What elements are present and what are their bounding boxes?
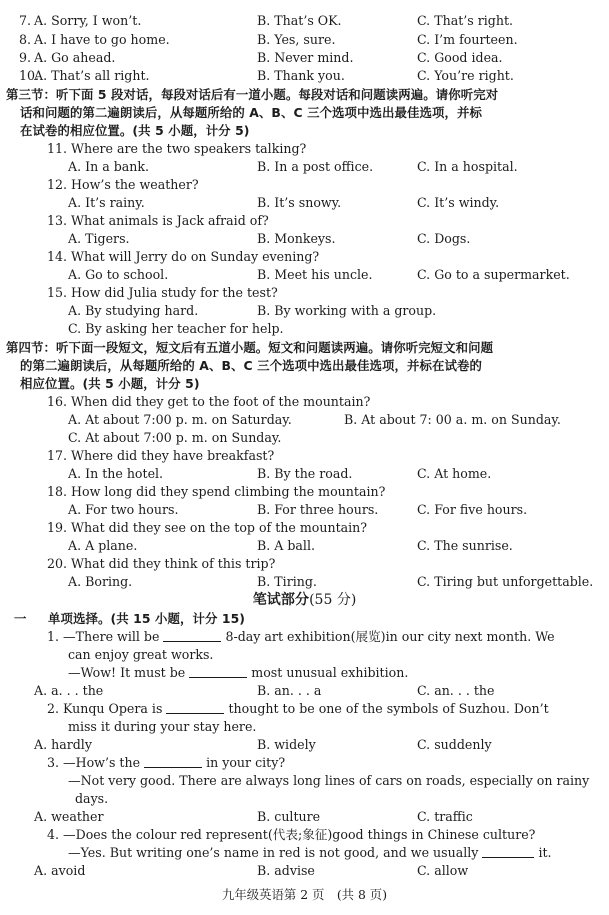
q16-option-a: A. At about 7:00 p. m. on Saturday. xyxy=(68,412,292,427)
w1-line-1 xyxy=(47,628,555,645)
q13-option-c: C. Dogs. xyxy=(417,231,471,246)
q12-option-a: A. It’s rainy. xyxy=(68,195,145,210)
q9-option-c: C. Good idea. xyxy=(417,50,503,65)
q13-stem: 13. What animals is Jack afraid of? xyxy=(47,213,269,228)
w3-option-a: A. weather xyxy=(34,809,104,824)
w2-option-b: B. widely xyxy=(257,737,316,752)
w4-option-a: A. avoid xyxy=(34,863,86,878)
page-footer: 九年级英语第 2 页 (共 8 页) xyxy=(221,887,388,902)
w4-reply-start: —Yes. But writing one’s name in red is not good, and we usually xyxy=(68,845,479,860)
q10-option-a: A. That’s all right. xyxy=(34,68,150,83)
w4-reply-end: it. xyxy=(538,845,552,860)
w1-option-c: C. an. . . the xyxy=(417,683,495,698)
written-part-score: (55 分) xyxy=(309,592,357,608)
q10-option-c: C. You’re right. xyxy=(417,68,514,83)
written-part-heading xyxy=(0,592,609,609)
q15-option-a: A. By studying hard. xyxy=(68,303,199,318)
q7-option-c: C. That’s right. xyxy=(417,13,514,28)
w3-stem-start: 3. —How’s the xyxy=(47,755,141,770)
q15-stem: 15. How did Julia study for the test? xyxy=(47,285,278,300)
q11-option-a: A. In a bank. xyxy=(68,159,150,174)
w3-option-c: C. traffic xyxy=(417,809,473,824)
w3-option-b: B. culture xyxy=(257,809,321,824)
q18-option-c: C. For five hours. xyxy=(417,502,528,517)
section-4-line-3: 相应位置。(共 5 小题，计分 5) xyxy=(20,376,200,391)
q18-option-b: B. For three hours. xyxy=(257,502,379,517)
section-4-line-2: 的第二遍朗读后，从每题所给的 A、B、C 三个选项中选出最佳选项，并标在试卷的 xyxy=(20,358,482,373)
q9-option-b: B. Never mind. xyxy=(257,50,354,65)
section-3-line-1: 第三节：听下面 5 段对话，每段对话后有一道小题。每段对话和问题读两遍。请你听完对 xyxy=(6,87,499,102)
q14-option-c: C. Go to a supermarket. xyxy=(417,267,570,282)
q19-option-a: A. A plane. xyxy=(68,538,138,553)
q17-option-a: A. In the hotel. xyxy=(68,466,164,481)
written-part-title: 笔试部分 xyxy=(252,592,310,608)
q7-option-b: B. That’s OK. xyxy=(257,13,342,28)
q8-option-c: C. I’m fourteen. xyxy=(417,32,518,47)
w4-line-2 xyxy=(68,844,552,861)
part-1-number: 一 xyxy=(14,611,27,626)
w2-option-c: C. suddenly xyxy=(417,737,492,752)
q14-option-a: A. Go to school. xyxy=(68,267,169,282)
w1-line-3 xyxy=(68,664,408,681)
q20-option-b: B. Tiring. xyxy=(257,574,317,589)
w1-line-2: can enjoy great works. xyxy=(68,647,214,662)
q20-option-c: C. Tiring but unforgettable. xyxy=(417,574,594,589)
q7-num: 7. xyxy=(19,13,32,28)
q9-option-a: A. Go ahead. xyxy=(34,50,116,65)
q8-option-a: A. I have to go home. xyxy=(34,32,170,47)
section-4-line-1: 第四节：听下面一段短文，短文后有五道小题。短文和问题读两遍。请你听完短文和问题 xyxy=(6,340,494,355)
q17-stem: 17. Where did they have breakfast? xyxy=(47,448,275,463)
q20-option-a: A. Boring. xyxy=(68,574,133,589)
q17-option-b: B. By the road. xyxy=(257,466,353,481)
w4-option-c: C. allow xyxy=(417,863,469,878)
w2-stem-start: 2. Kunqu Opera is xyxy=(47,701,163,716)
q12-option-c: C. It’s windy. xyxy=(417,195,500,210)
q15-option-b: B. By working with a group. xyxy=(257,303,437,318)
w2-option-a: A. hardly xyxy=(34,737,92,752)
q14-option-b: B. Meet his uncle. xyxy=(257,267,373,282)
w1-reply-start: —Wow! It must be xyxy=(68,665,186,680)
q8-option-b: B. Yes, sure. xyxy=(257,32,336,47)
q13-option-a: A. Tigers. xyxy=(68,231,130,246)
q7-option-a: A. Sorry, I won’t. xyxy=(34,13,142,28)
q13-option-b: B. Monkeys. xyxy=(257,231,336,246)
q8-num: 8. xyxy=(19,32,32,47)
q19-option-b: B. A ball. xyxy=(257,538,315,553)
q11-option-c: C. In a hospital. xyxy=(417,159,518,174)
q11-option-b: B. In a post office. xyxy=(257,159,374,174)
w4-line-1: 4. —Does the colour red represent(代表;象征)good things in Chinese culture? xyxy=(47,827,536,842)
q16-option-b: B. At about 7: 00 a. m. on Sunday. xyxy=(344,412,561,427)
q20-stem: 20. What did they think of this trip? xyxy=(47,556,276,571)
w3-line-3: days. xyxy=(75,791,109,806)
section-3-line-3: 在试卷的相应位置。(共 5 小题，计分 5) xyxy=(20,123,250,138)
q19-option-c: C. The sunrise. xyxy=(417,538,513,553)
q16-option-c: C. At about 7:00 p. m. on Sunday. xyxy=(68,430,282,445)
q15-option-c: C. By asking her teacher for help. xyxy=(68,321,284,336)
w3-line-2: —Not very good. There are always long lines of cars on roads, especially on rainy xyxy=(68,773,590,788)
w3-stem-end: in your city? xyxy=(206,755,286,770)
w2-line-1 xyxy=(47,700,549,717)
q9-num: 9. xyxy=(19,50,32,65)
q11-stem: 11. Where are the two speakers talking? xyxy=(47,141,307,156)
w1-blank-2[interactable] xyxy=(189,665,247,678)
w1-stem-end: 8-day art exhibition(展览)in our city next month. We xyxy=(225,629,555,644)
q18-option-a: A. For two hours. xyxy=(68,502,179,517)
w2-stem-end: thought to be one of the symbols of Suzhou. Don’t xyxy=(228,701,549,716)
q17-option-c: C. At home. xyxy=(417,466,492,481)
q14-stem: 14. What will Jerry do on Sunday evening? xyxy=(47,249,320,264)
w3-line-1 xyxy=(47,754,285,771)
q18-stem: 18. How long did they spend climbing the mountain? xyxy=(47,484,386,499)
w3-blank[interactable] xyxy=(144,755,202,768)
w1-reply-end: most unusual exhibition. xyxy=(251,665,409,680)
q16-stem: 16. When did they get to the foot of the mountain? xyxy=(47,394,371,409)
w1-blank-1[interactable] xyxy=(163,629,221,642)
w4-blank[interactable] xyxy=(482,845,534,858)
q12-stem: 12. How’s the weather? xyxy=(47,177,199,192)
section-3-line-2: 话和问题的第二遍朗读后，从每题所给的 A、B、C 三个选项中选出最佳选项，并标 xyxy=(20,105,482,120)
w4-option-b: B. advise xyxy=(257,863,315,878)
w1-stem-start: 1. —There will be xyxy=(47,629,160,644)
part-1-title: 单项选择。(共 15 小题，计分 15) xyxy=(48,611,246,626)
q10-option-b: B. Thank you. xyxy=(257,68,345,83)
w2-line-2: miss it during your stay here. xyxy=(68,719,257,734)
q12-option-b: B. It’s snowy. xyxy=(257,195,342,210)
w1-option-b: B. an. . . a xyxy=(257,683,322,698)
q19-stem: 19. What did they see on the top of the mountain? xyxy=(47,520,368,535)
w2-blank[interactable] xyxy=(166,701,224,714)
w1-option-a: A. a. . . the xyxy=(34,683,104,698)
q10-num: 10. xyxy=(19,68,40,83)
